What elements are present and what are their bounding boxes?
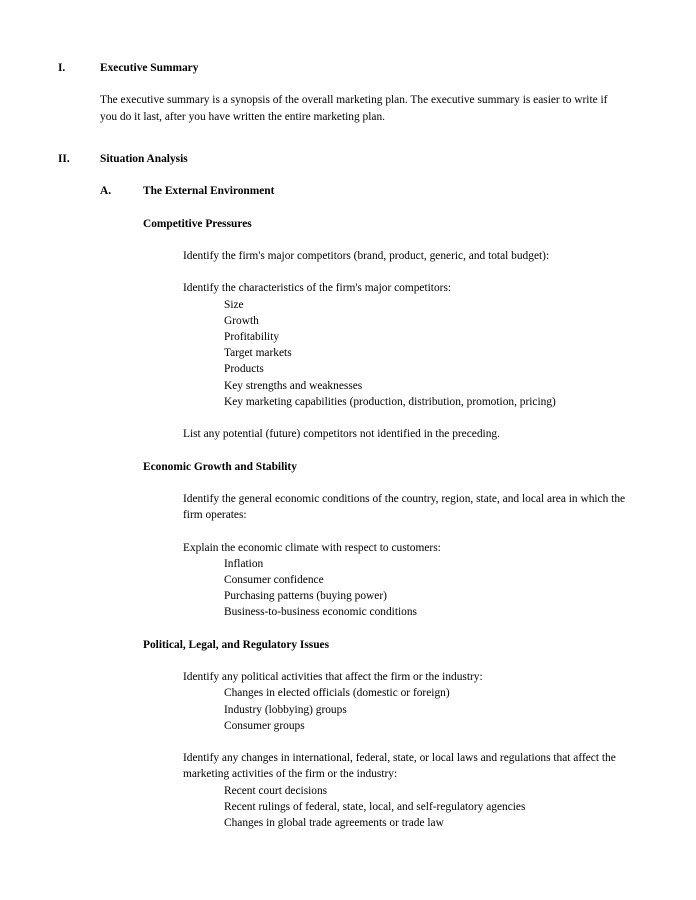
section-number: I. <box>58 62 66 74</box>
list-item: Inflation <box>224 557 264 570</box>
section-title: Situation Analysis <box>100 152 188 165</box>
list-item: Changes in global trade agreements or trade law <box>224 816 444 829</box>
list-item: Consumer groups <box>224 719 305 732</box>
spacer <box>58 653 640 669</box>
list-item: Key marketing capabilities (production, distribution, promotion, pricing) <box>224 395 556 408</box>
spacer <box>58 621 640 637</box>
spacer <box>58 442 640 458</box>
instruction-text: Identify any political activities that affect the firm or the industry: <box>183 671 483 684</box>
spacer <box>58 264 640 280</box>
subsection-letter: A. <box>100 185 112 198</box>
outline-item-list <box>224 685 640 734</box>
list-item: Profitability <box>224 330 280 343</box>
spacer <box>58 167 640 183</box>
topic-heading-economic-growth-and-stability: Economic Growth and Stability <box>143 460 297 473</box>
spacer <box>58 734 640 750</box>
spacer <box>58 232 640 248</box>
list-item: Purchasing patterns (buying power) <box>224 590 387 603</box>
outline-item-list <box>224 556 640 621</box>
spacer <box>58 410 640 426</box>
list-item: Consumer confidence <box>224 573 324 586</box>
list-item: Changes in elected officials (domestic or foreign) <box>224 687 450 700</box>
subsection-heading-a <box>100 183 640 199</box>
topic-heading-competitive-pressures: Competitive Pressures <box>143 217 252 230</box>
list-item: Recent court decisions <box>224 784 328 797</box>
section-number: II. <box>58 152 70 165</box>
section-heading-1 <box>58 60 640 76</box>
list-item: Products <box>224 363 264 376</box>
instruction-text: Identify the general economic conditions of the country, region, state, and local area in which the firm operates: <box>183 492 626 522</box>
instruction-text: Explain the economic climate with respect to customers: <box>183 541 441 554</box>
subsection-title: The External Environment <box>143 185 275 198</box>
spacer <box>58 199 640 215</box>
instruction-text: Identify the characteristics of the firm's major competitors: <box>183 282 452 295</box>
spacer <box>58 125 640 151</box>
list-item: Size <box>224 298 244 311</box>
outline-item-list <box>224 783 640 832</box>
list-item: Growth <box>224 314 259 327</box>
executive-summary-paragraph: The executive summary is a synopsis of the overall marketing plan. The executive summary is easier to write if you do it last, after you have written the entire marketing plan. <box>100 94 608 123</box>
outline-item-list <box>224 297 640 410</box>
list-item: Recent rulings of federal, state, local, and self-regulatory agencies <box>224 800 526 813</box>
spacer <box>58 76 640 92</box>
instruction-text: List any potential (future) competitors not identified in the preceding. <box>183 428 500 441</box>
topic-heading-political-legal-regulatory-issues: Political, Legal, and Regulatory Issues <box>143 638 330 651</box>
list-item: Industry (lobbying) groups <box>224 703 347 716</box>
list-item: Target markets <box>224 347 292 360</box>
instruction-text: Identify any changes in international, federal, state, or local laws and regulations that affect the marketing activities of the firm or the industry: <box>183 752 616 781</box>
spacer <box>58 523 640 539</box>
list-item: Key strengths and weaknesses <box>224 379 363 392</box>
list-item: Business-to-business economic conditions <box>224 606 417 619</box>
section-heading-2 <box>58 151 640 167</box>
document-body <box>58 60 640 831</box>
instruction-text: Identify the firm's major competitors (brand, product, generic, and total budget): <box>183 249 550 262</box>
spacer <box>58 475 640 491</box>
section-title: Executive Summary <box>100 62 199 74</box>
